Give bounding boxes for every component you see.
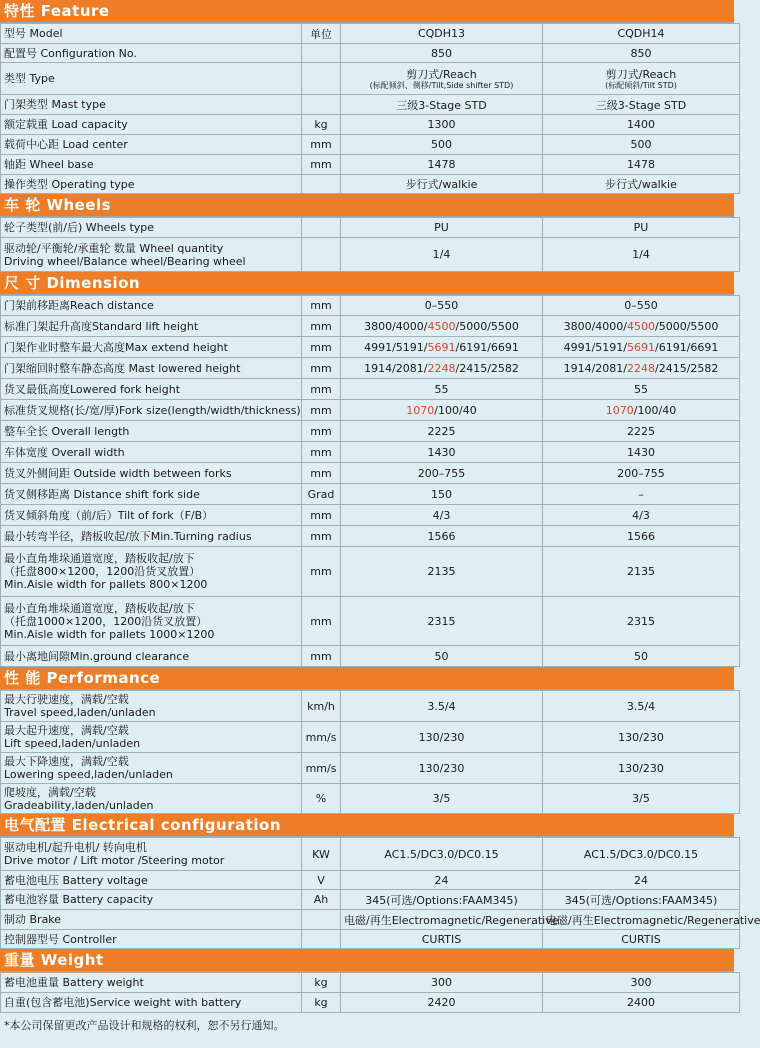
value-cqdh14: 130/230 (543, 722, 740, 753)
value-cqdh13: 24 (341, 871, 543, 890)
table-row (1, 24, 740, 44)
value-cqdh14: 0–550 (543, 296, 740, 316)
row-unit (302, 63, 341, 95)
spec-table (0, 972, 740, 1013)
value-cqdh13: 电磁/再生Electromagnetic/Regenerative (341, 910, 543, 930)
label-line: 最小直角堆垛通道宽度，踏板收起/放下 (4, 552, 195, 565)
row-label (1, 115, 302, 135)
highlight-value: 4500 (627, 319, 655, 333)
row-unit: mm (302, 296, 341, 316)
value-cqdh13: 2420 (341, 993, 543, 1013)
row-unit: mm/s (302, 753, 341, 784)
value-cqdh14 (543, 316, 740, 337)
label-line: （托盘1000×1200，1200沿货叉放置） (4, 614, 208, 628)
row-unit: mm (302, 316, 341, 337)
table-row (1, 95, 740, 115)
value-cqdh13: CURTIS (341, 930, 543, 949)
label-line: 爬坡度，满载/空载 (4, 785, 96, 799)
value-cqdh13: 0–550 (341, 296, 543, 316)
row-unit: mm (302, 337, 341, 358)
section-header: 特性 Feature (0, 0, 734, 23)
spec-table (0, 295, 740, 667)
table-row (1, 526, 740, 547)
label-line: 最大行驶速度，满载/空载 (4, 693, 129, 706)
row-unit: mm (302, 379, 341, 400)
value-cqdh13: 200–755 (341, 463, 543, 484)
value-cqdh14: 3/5 (543, 784, 740, 814)
value-cqdh13: 2135 (341, 547, 543, 597)
value-cqdh13: 1/4 (341, 238, 543, 272)
row-unit: mm (302, 526, 341, 547)
label-line: 整车全长 Overall length (4, 424, 130, 438)
label-line: 操作类型 Operating type (4, 177, 135, 191)
table-row (1, 871, 740, 890)
value-cqdh13 (341, 400, 543, 421)
row-unit: kg (302, 993, 341, 1013)
table-row (1, 838, 740, 871)
table-row (1, 44, 740, 63)
highlight-value: 5691 (427, 340, 456, 354)
row-unit: KW (302, 838, 341, 871)
row-label (1, 784, 302, 814)
label-line: （托盘800×1200，1200沿货叉放置） (4, 565, 201, 578)
row-unit: % (302, 784, 341, 814)
row-unit (302, 238, 341, 272)
value-cqdh14: 步行式/walkie (543, 175, 740, 194)
value-cqdh13 (341, 316, 543, 337)
row-unit (302, 218, 341, 238)
row-unit: kg (302, 115, 341, 135)
row-unit: mm (302, 358, 341, 379)
table-row (1, 316, 740, 337)
table-row (1, 910, 740, 930)
row-unit: 单位 (302, 24, 341, 44)
table-row (1, 115, 740, 135)
value-cqdh13: 1300 (341, 115, 543, 135)
label-line: 货叉倾斜角度（前/后）Tilt of fork（F/B） (4, 508, 214, 522)
value-cqdh14 (543, 337, 740, 358)
label-line: Lowering speed,laden/unladen (4, 768, 173, 781)
label-line: 驱动轮/平衡轮/承重轮 数量 Wheel quantity (4, 241, 224, 255)
table-row (1, 547, 740, 597)
label-line: 制动 Brake (4, 913, 62, 926)
row-unit: mm (302, 135, 341, 155)
highlight-value: 5691 (627, 340, 655, 354)
value-cqdh13: 300 (341, 973, 543, 993)
row-label (1, 400, 302, 421)
value-cqdh13: 2315 (341, 597, 543, 646)
value-note: (标配倾斜/Tilt STD) (605, 80, 677, 90)
value-cqdh13: 3/5 (341, 784, 543, 814)
highlight-value: 4500 (427, 319, 456, 333)
row-label (1, 871, 302, 890)
table-row (1, 296, 740, 316)
label-line: 蓄电池重量 Battery weight (4, 976, 144, 989)
row-label (1, 547, 302, 597)
value-cqdh13: 4/3 (341, 505, 543, 526)
row-unit (302, 910, 341, 930)
value-cqdh14: 1430 (543, 442, 740, 463)
row-label (1, 95, 302, 115)
row-label (1, 722, 302, 753)
row-label (1, 379, 302, 400)
highlight-value: 1070 (605, 403, 634, 417)
value-cqdh13: 50 (341, 646, 543, 667)
value-cqdh14: 345(可选/Options:FAAM345) (543, 890, 740, 910)
table-row (1, 484, 740, 505)
table-row (1, 442, 740, 463)
value-cqdh14 (543, 63, 740, 95)
label-line: Travel speed,laden/unladen (4, 706, 156, 719)
value-part: /2415/2582 (655, 361, 719, 375)
label-line: 门架前移距离Reach distance (4, 299, 154, 312)
table-row (1, 993, 740, 1013)
row-label (1, 838, 302, 871)
label-line: 类型 Type (4, 72, 55, 85)
table-row (1, 722, 740, 753)
value-cqdh13: CQDH13 (341, 24, 543, 44)
row-label (1, 316, 302, 337)
row-unit: mm (302, 547, 341, 597)
table-row (1, 930, 740, 949)
spec-table (0, 217, 740, 272)
label-line: 最小转弯半径，踏板收起/放下Min.Turning radius (4, 529, 252, 543)
row-label (1, 155, 302, 175)
table-row (1, 463, 740, 484)
row-unit (302, 930, 341, 949)
value-cqdh13: 130/230 (341, 722, 543, 753)
value-part: 4991/5191/ (364, 340, 428, 354)
value-cqdh13: 3.5/4 (341, 691, 543, 722)
table-row (1, 337, 740, 358)
label-line: 标准门架起升高度Standard lift height (4, 319, 199, 333)
value-cqdh13 (341, 337, 543, 358)
value-cqdh14 (543, 400, 740, 421)
table-row (1, 400, 740, 421)
value-cqdh13: PU (341, 218, 543, 238)
label-line: 型号 Model (4, 27, 63, 40)
value-cqdh13: AC1.5/DC3.0/DC0.15 (341, 838, 543, 871)
row-unit: V (302, 871, 341, 890)
value-cqdh14: 1/4 (543, 238, 740, 272)
value-cqdh14: CURTIS (543, 930, 740, 949)
table-row (1, 238, 740, 272)
value-cqdh14: 300 (543, 973, 740, 993)
row-label (1, 463, 302, 484)
footer-note: *本公司保留更改产品设计和规格的权利，恕不另行通知。 (4, 1019, 285, 1032)
row-label (1, 973, 302, 993)
row-label (1, 44, 302, 63)
row-unit: mm (302, 155, 341, 175)
value-cqdh14: 55 (543, 379, 740, 400)
label-line: 货叉外侧间距 Outside width between forks (4, 466, 232, 480)
value-cqdh13 (341, 63, 543, 95)
value-cqdh14: 500 (543, 135, 740, 155)
section-header: 电气配置 Electrical configuration (0, 814, 734, 837)
highlight-value: 1070 (406, 403, 435, 417)
row-unit: mm (302, 463, 341, 484)
row-label (1, 691, 302, 722)
row-label (1, 238, 302, 272)
table-row (1, 505, 740, 526)
value-part: 4991/5191/ (563, 340, 627, 354)
row-label (1, 135, 302, 155)
table-row (1, 175, 740, 194)
value-cqdh13: 345(可选/Options:FAAM345) (341, 890, 543, 910)
label-line: 最小直角堆垛通道宽度，踏板收起/放下 (4, 601, 195, 615)
row-label (1, 218, 302, 238)
table-row (1, 218, 740, 238)
row-label (1, 597, 302, 646)
row-label (1, 421, 302, 442)
value-cqdh13: 1566 (341, 526, 543, 547)
value-part: /100/40 (633, 403, 677, 417)
value-part: 3800/4000/ (563, 319, 627, 333)
value-cqdh14: 2400 (543, 993, 740, 1013)
value-cqdh13: 150 (341, 484, 543, 505)
row-label (1, 753, 302, 784)
value-cqdh14: 850 (543, 44, 740, 63)
row-unit (302, 175, 341, 194)
value-cqdh14: 三级3-Stage STD (543, 95, 740, 115)
label-line: 轮子类型(前/后) Wheels type (4, 221, 155, 234)
row-unit: mm (302, 442, 341, 463)
table-row (1, 784, 740, 814)
row-label (1, 526, 302, 547)
table-row (1, 753, 740, 784)
row-unit: mm/s (302, 722, 341, 753)
value-cqdh13: 55 (341, 379, 543, 400)
value-cqdh14: 1566 (543, 526, 740, 547)
value-cqdh14: 2315 (543, 597, 740, 646)
value-cqdh14: 4/3 (543, 505, 740, 526)
value-cqdh14: 24 (543, 871, 740, 890)
row-label (1, 175, 302, 194)
row-label (1, 296, 302, 316)
spec-table (0, 23, 740, 194)
table-row (1, 597, 740, 646)
row-unit (302, 95, 341, 115)
value-part: 3800/4000/ (364, 319, 428, 333)
table-row (1, 890, 740, 910)
value-cqdh14: 200–755 (543, 463, 740, 484)
section-header: 尺 寸 Dimension (0, 272, 734, 295)
row-unit: kg (302, 973, 341, 993)
label-line: 货叉最低高度Lowered fork height (4, 382, 181, 396)
table-row (1, 379, 740, 400)
row-unit: Ah (302, 890, 341, 910)
row-unit: mm (302, 505, 341, 526)
row-unit: mm (302, 597, 341, 646)
section-header: 车 轮 Wheels (0, 194, 734, 217)
label-line: 自重(包含蓄电池)Service weight with battery (4, 996, 242, 1009)
label-line: 蓄电池电压 Battery voltage (4, 873, 148, 887)
value-cqdh13: 步行式/walkie (341, 175, 543, 194)
value-cqdh14: 130/230 (543, 753, 740, 784)
label-line: 门架作业时整车最大高度Max extend height (4, 340, 228, 354)
label-line: Gradeability,laden/unladen (4, 798, 154, 812)
table-row (1, 358, 740, 379)
value-cqdh13: 500 (341, 135, 543, 155)
value-cqdh13: 三级3-Stage STD (341, 95, 543, 115)
table-row (1, 135, 740, 155)
label-line: 驱动电机/起升电机/ 转向电机 (4, 841, 147, 854)
value-cqdh13: 850 (341, 44, 543, 63)
spec-table (0, 837, 760, 949)
row-unit: Grad (302, 484, 341, 505)
value-cqdh13 (341, 358, 543, 379)
value-note: (标配倾斜、侧移/Tilt,Side shifter STD) (369, 80, 514, 90)
table-row (1, 421, 740, 442)
row-label (1, 442, 302, 463)
label-line: 标准货叉规格(长/宽/厚)Fork size(length/width/thickness) (4, 403, 301, 417)
row-label (1, 484, 302, 505)
label-line: 轴距 Wheel base (4, 158, 94, 171)
value-cqdh13: 130/230 (341, 753, 543, 784)
row-unit: mm (302, 400, 341, 421)
row-unit: mm (302, 646, 341, 667)
label-line: 额定载重 Load capacity (4, 118, 128, 131)
value-part: /5000/5500 (655, 319, 719, 333)
value-part: /5000/5500 (455, 319, 519, 333)
section-header: 重量 Weight (0, 949, 734, 972)
label-line: 最小离地间隙Min.ground clearance (4, 649, 190, 663)
value-cqdh13: 1478 (341, 155, 543, 175)
value-cqdh13: 1430 (341, 442, 543, 463)
value-cqdh14: 2135 (543, 547, 740, 597)
row-label (1, 337, 302, 358)
label-line: 车体宽度 Overall width (4, 445, 125, 459)
row-unit: mm (302, 421, 341, 442)
table-row (1, 973, 740, 993)
label-line: Min.Aisle width for pallets 800×1200 (4, 578, 208, 591)
value-cqdh14: 3.5/4 (543, 691, 740, 722)
row-label (1, 505, 302, 526)
value-part: 1914/2081/ (364, 361, 428, 375)
value-cqdh14: 2225 (543, 421, 740, 442)
label-line: Lift speed,laden/unladen (4, 737, 141, 750)
table-row (1, 63, 740, 95)
row-label (1, 63, 302, 95)
value-cqdh14: PU (543, 218, 740, 238)
label-line: 蓄电池容量 Battery capacity (4, 893, 154, 906)
value-part: /6191/6691 (655, 340, 719, 354)
value-part: /100/40 (434, 403, 477, 417)
table-row (1, 155, 740, 175)
value-cqdh14: AC1.5/DC3.0/DC0.15 (543, 838, 740, 871)
value-cqdh14 (543, 358, 740, 379)
value-main: 剪刀式/Reach (605, 67, 677, 81)
label-line: Min.Aisle width for pallets 1000×1200 (4, 627, 215, 641)
row-label (1, 993, 302, 1013)
highlight-value: 2248 (627, 361, 655, 375)
row-unit (302, 44, 341, 63)
table-row (1, 646, 740, 667)
label-line: 载荷中心距 Load center (4, 138, 128, 151)
label-line: Drive motor / Lift motor /Steering motor (4, 854, 225, 867)
highlight-value: 2248 (427, 361, 456, 375)
value-cqdh14: 1478 (543, 155, 740, 175)
label-line: 门架缩回时整车静态高度 Mast lowered height (4, 361, 241, 375)
table-row (1, 691, 740, 722)
value-part: 1914/2081/ (563, 361, 627, 375)
label-line: 最大下降速度，满载/空载 (4, 755, 129, 768)
value-cqdh14: – (543, 484, 740, 505)
row-unit: km/h (302, 691, 341, 722)
value-cqdh14: 50 (543, 646, 740, 667)
section-header: 性 能 Performance (0, 667, 734, 690)
label-line: 货叉侧移距离 Distance shift fork side (4, 487, 200, 501)
spec-table (0, 690, 740, 814)
value-cqdh14: 1400 (543, 115, 740, 135)
value-cqdh13: 2225 (341, 421, 543, 442)
label-line: 门架类型 Mast type (4, 98, 106, 111)
row-label (1, 646, 302, 667)
row-label (1, 358, 302, 379)
row-label (1, 890, 302, 910)
value-part: /2415/2582 (455, 361, 519, 375)
value-cqdh14: CQDH14 (543, 24, 740, 44)
row-label (1, 930, 302, 949)
label-line: 控制器型号 Controller (4, 932, 117, 946)
label-line: 配置号 Configuration No. (4, 46, 137, 60)
value-main: 剪刀式/Reach (406, 67, 477, 81)
label-line: 最大起升速度，满载/空载 (4, 724, 129, 737)
label-line: Driving wheel/Balance wheel/Bearing wheel (4, 254, 246, 268)
value-cqdh14: 电磁/再生Electromagnetic/Regenerative (543, 910, 740, 930)
row-label (1, 24, 302, 44)
value-part: /6191/6691 (455, 340, 519, 354)
row-label (1, 910, 302, 930)
